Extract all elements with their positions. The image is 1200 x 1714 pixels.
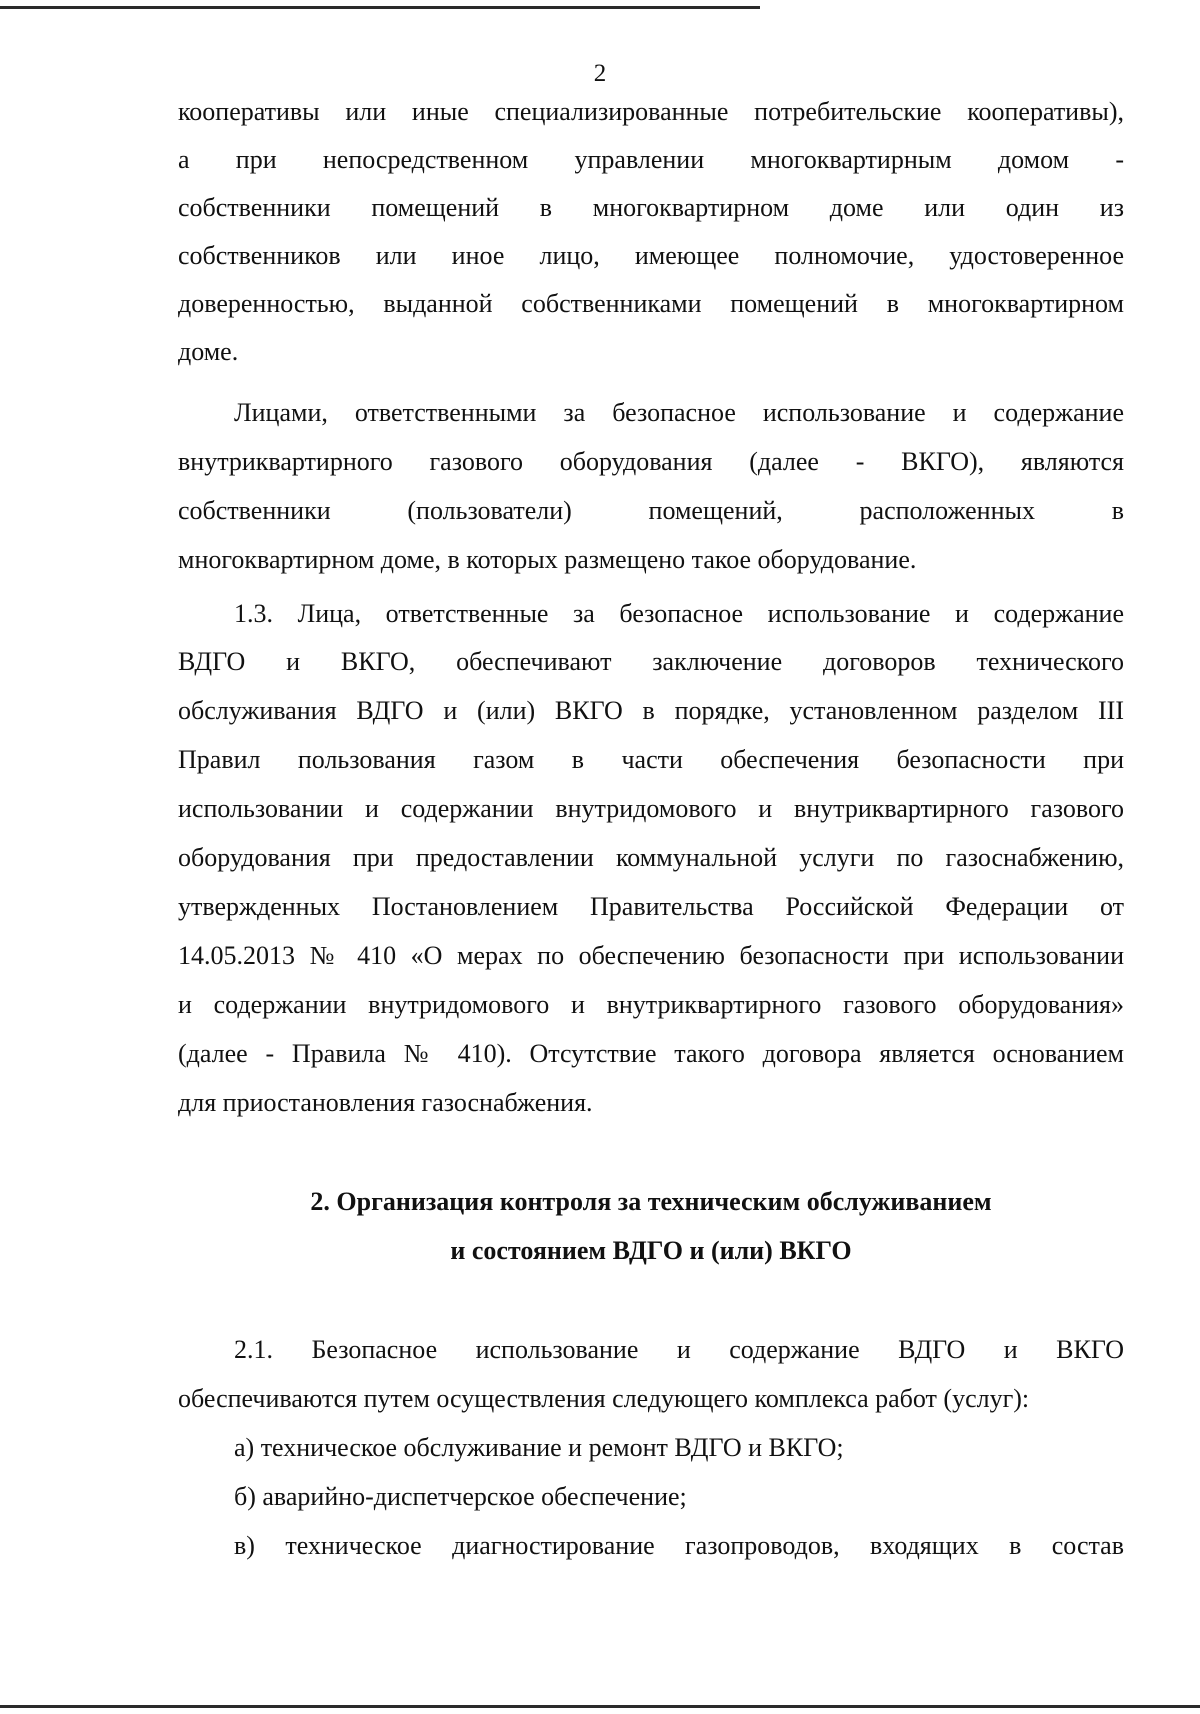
text-line: 14.05.2013 № 410 «О мерах по обеспечению безопасности при использовании: [178, 941, 1124, 970]
text-line: утвержденных Постановлением Правительства Российской Федерации от: [178, 892, 1124, 921]
text-line: внутриквартирного газового оборудования (далее - ВКГО), являются: [178, 447, 1124, 476]
scan-border-top: [0, 6, 760, 9]
text-line: для приостановления газоснабжения.: [178, 1088, 593, 1117]
text-line: обслуживания ВДГО и (или) ВКГО в порядке, установленном разделом III: [178, 696, 1124, 725]
text-line: использовании и содержании внутридомового и внутриквартирного газового: [178, 794, 1124, 823]
text-line: кооперативы или иные специализированные потребительские кооперативы),: [178, 97, 1124, 126]
text-line: 1.3. Лица, ответственные за безопасное использование и содержание: [234, 599, 1124, 628]
text-line: многоквартирном доме, в которых размещено такое оборудование.: [178, 545, 917, 574]
text-line: доверенностью, выданной собственниками помещений в многоквартирном: [178, 289, 1124, 318]
text-line: собственников или иное лицо, имеющее полномочие, удостоверенное: [178, 241, 1124, 270]
text-line: ВДГО и ВКГО, обеспечивают заключение договоров технического: [178, 647, 1124, 676]
text-line: (далее - Правила № 410). Отсутствие такого договора является основанием: [178, 1039, 1124, 1068]
text-line: оборудования при предоставлении коммунальной услуги по газоснабжению,: [178, 843, 1124, 872]
section-heading-line-2: и состоянием ВДГО и (или) ВКГО: [450, 1236, 852, 1265]
list-item: а) техническое обслуживание и ремонт ВДГО и ВКГО;: [234, 1433, 844, 1462]
text-line: Лицами, ответственными за безопасное использование и содержание: [234, 398, 1124, 427]
list-item: в) техническое диагностирование газопроводов, входящих в состав: [234, 1531, 1124, 1560]
list-item: б) аварийно-диспетчерское обеспечение;: [234, 1482, 687, 1511]
page-number: 2: [593, 60, 607, 87]
text-line: обеспечиваются путем осуществления следующего комплекса работ (услуг):: [178, 1384, 1030, 1413]
text-line: а при непосредственном управлении многоквартирным домом -: [178, 145, 1124, 174]
text-line: Правил пользования газом в части обеспечения безопасности при: [178, 745, 1124, 774]
scan-border-bottom: [0, 1705, 1200, 1708]
section-heading-line-1: 2. Организация контроля за техническим обслуживанием: [310, 1187, 992, 1216]
text-line: 2.1. Безопасное использование и содержание ВДГО и ВКГО: [234, 1335, 1124, 1364]
text-line: собственники помещений в многоквартирном доме или один из: [178, 193, 1124, 222]
text-line: собственники (пользователи) помещений, расположенных в: [178, 496, 1124, 525]
text-line: и содержании внутридомового и внутриквартирного газового оборудования»: [178, 990, 1124, 1019]
text-line: доме.: [178, 337, 239, 366]
